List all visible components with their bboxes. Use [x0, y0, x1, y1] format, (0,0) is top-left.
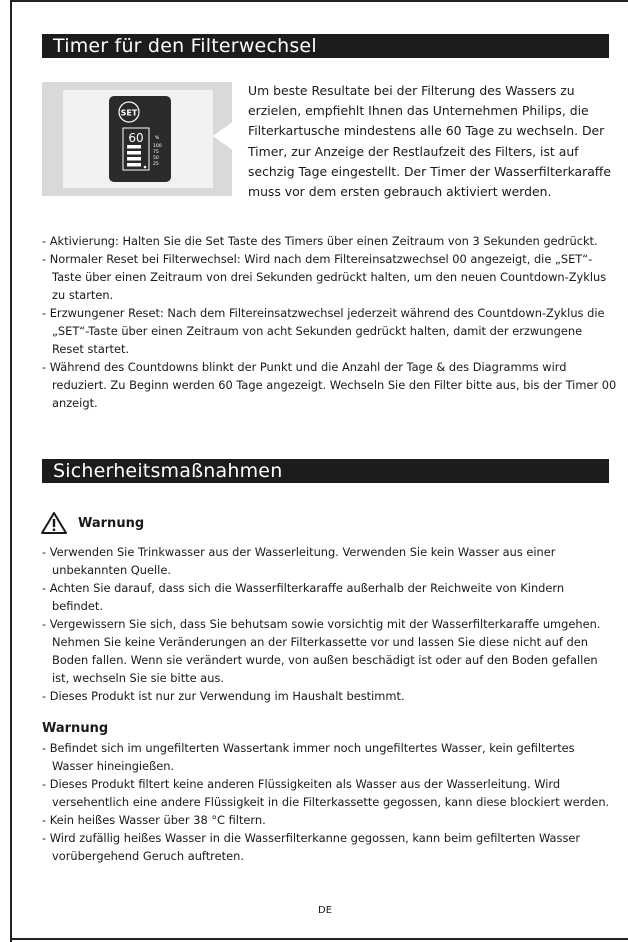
list-item: - Während des Countdowns blinkt der Punkt und die Anzahl der Tage & des Diagramms wird reduziert. Zu Beginn werden 60 Tage angezeigt. Wechseln Sie den Filter bitte aus, bis der Timer 00 anzeigt. — [42, 360, 617, 410]
illustration-pointer — [213, 120, 235, 152]
list-item: - Dieses Produkt filtert keine anderen Flüssigkeiten als Wasser aus der Wasserleitung. Wird versehentlich eine andere Flüssigkeit in die Filterkassette gegossen, kann diese blockiert werden. — [42, 777, 610, 809]
list-item: - Befindet sich im ungefilterten Wassertank immer noch ungefiltertes Wasser, kein gefiltertes Wasser hineingießen. — [42, 741, 575, 773]
page-frame-bottom — [10, 938, 628, 940]
list-item: - Achten Sie darauf, dass sich die Wasserfilterkaraffe außerhalb der Reichweite von Kindern befindet. — [42, 581, 565, 613]
list-item: - Erzwungener Reset: Nach dem Filtereinsatzwechsel jederzeit während des Countdown-Zyklus die „SET“-Taste über einen Zeitraum von acht Sekunden gedrückt halten, damit der erzwungene Reset startet. — [42, 306, 605, 356]
page-frame-left — [10, 0, 12, 942]
percent-label: 100 — [153, 144, 162, 149]
list-item: - Normaler Reset bei Filterwechsel: Wird nach dem Filtereinsatzwechsel 00 angezeigt, die „SET“-Taste über einen Zeitraum von drei Sekunden gedrückt halten, um den neuen Countdown-Zyklus zu starten. — [42, 252, 607, 302]
intro-text — [248, 81, 613, 202]
safety-warning-list — [42, 543, 617, 705]
warning-heading — [40, 510, 144, 536]
warning-label: Warnung — [42, 721, 109, 736]
list-item: - Aktivierung: Halten Sie die Set Taste des Timers über einen Zeitraum von 3 Sekunden gedrückt. — [42, 234, 598, 248]
list-item: - Verwenden Sie Trinkwasser aus der Wasserleitung. Verwenden Sie kein Wasser aus einer unbekannten Quelle. — [42, 545, 556, 577]
language-code: DE — [318, 905, 333, 916]
percent-label: 25 — [153, 162, 159, 167]
intro-paragraph: Um beste Resultate bei der Filterung des Wassers zu erzielen, empfiehlt Ihnen das Unternehmen Philips, die Filterkartusche mindestens alle 60 Tage zu wechseln. Der Timer, zur Anzeige der Restlaufzeit des Filters, ist auf sechzig Tage eingestellt. Der Timer der Wasserfilterkaraffe muss vor dem ersten gebrauch aktiviert werden. — [248, 83, 611, 200]
list-item: - Vergewissern Sie sich, dass Sie behutsam sowie vorsichtig mit der Wasserfilterkaraffe umgehen. Nehmen Sie keine Veränderungen an der Filterkassette vor und lassen Sie diese nicht auf den Boden fallen. Wenn sie verändert wurde, von außen beschädigt ist oder auf den Boden gefallen ist, wechseln Sie sie bitte aus. — [42, 617, 601, 685]
set-button-label: SET — [120, 108, 138, 118]
list-item: - Dieses Produkt ist nur zur Verwendung im Haushalt bestimmt. — [42, 689, 405, 703]
illustration-background — [63, 90, 213, 188]
percent-label: 75 — [153, 150, 159, 155]
water-warning-list — [42, 739, 617, 865]
percent-label: 50 — [153, 156, 159, 161]
page-frame-top — [10, 0, 628, 2]
list-item: - Wird zufällig heißes Wasser in die Wasserfilterkanne gegossen, kann beim gefilterten Wasser vorübergehend Geruch auftreten. — [42, 831, 581, 863]
timer-illustration — [42, 82, 232, 196]
timer-instructions-list — [42, 232, 617, 412]
days-readout: 60 — [128, 131, 144, 145]
list-item: - Kein heißes Wasser über 38 °C filtern. — [42, 813, 266, 827]
section-title-timer: Timer für den Filterwechsel — [42, 34, 609, 58]
timer-device-graphic — [63, 90, 213, 188]
percent-label: % — [155, 136, 160, 141]
warning-triangle-icon — [40, 511, 68, 535]
section-title-safety: Sicherheitsmaßnahmen — [42, 459, 609, 483]
warning-label: Warnung — [78, 515, 145, 531]
